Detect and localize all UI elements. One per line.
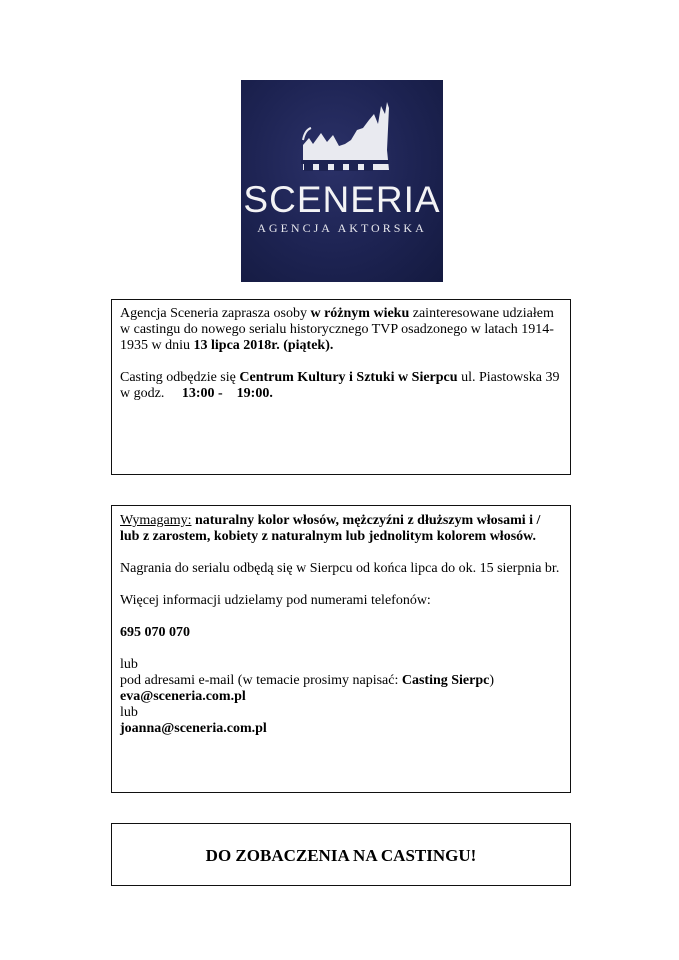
recording-paragraph: Nagrania do serialu odbędą się w Sierpcu od końca lipca do ok. 15 sierpnia br. <box>120 561 560 576</box>
casting-info-box <box>111 299 571 475</box>
email-joanna: joanna@sceneria.com.pl <box>120 721 267 736</box>
email-eva: eva@sceneria.com.pl <box>120 689 246 704</box>
logo-subtitle: AGENCJA AKTORSKA <box>257 221 427 235</box>
casting-location-paragraph: Casting odbędzie się Centrum Kultury i Sztuki w Sierpcu ul. Piastowska 39 w godz. 13:00 - 19:00. <box>120 370 563 401</box>
requirements-label: Wymagamy: <box>120 513 192 528</box>
or-text: lub <box>120 657 138 672</box>
phone-number: 695 070 070 <box>120 625 190 640</box>
email-intro: pod adresami e-mail (w temacie prosimy napisać: Casting Sierpc) <box>120 673 495 688</box>
casting-invitation-paragraph: Agencja Sceneria zaprasza osoby w różnym wieku zainteresowane udziałem w castingu do nowego serialu historycznego TVP osadzonego w latach 1914-1935 w dniu 13 lipca 2018r. (piątek). <box>120 306 554 353</box>
closing-message: DO ZOBACZENIA NA CASTINGU! <box>205 846 477 865</box>
requirements-paragraph: Wymagamy: naturalny kolor włosów, mężczyźni z dłuższym włosami i / lub z zarostem, kobiety z naturalnym lub jednolitym kolorem włosów. <box>120 513 541 544</box>
closing-box <box>111 823 571 886</box>
more-info-paragraph: Więcej informacji udzielamy pod numerami telefonów: <box>120 593 431 608</box>
requirements-box <box>111 505 571 793</box>
or-text-2: lub <box>120 705 138 720</box>
logo-name: SCENERIA <box>243 179 441 220</box>
sceneria-logo <box>241 80 443 282</box>
